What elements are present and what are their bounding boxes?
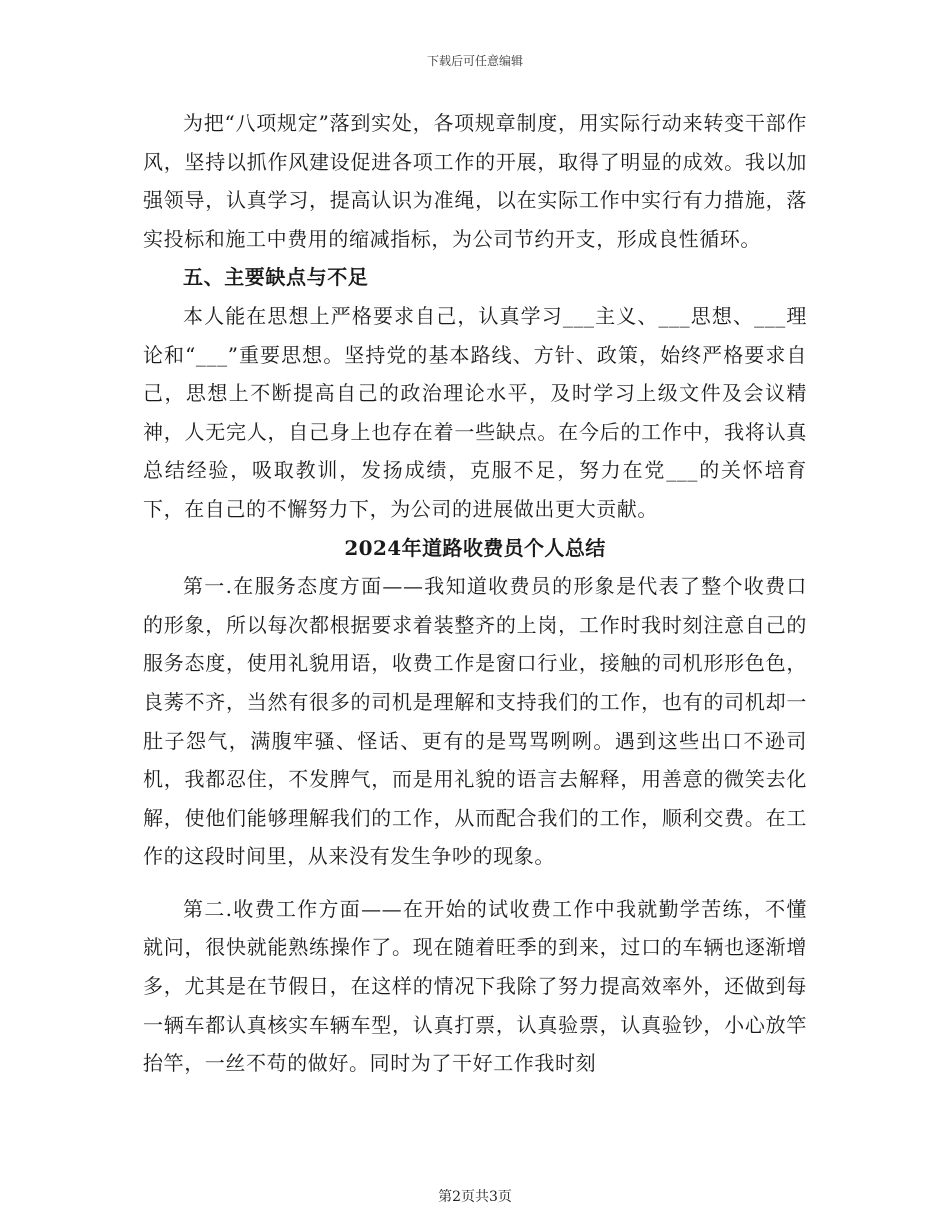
editable-note: 下载后可任意编辑	[426, 54, 523, 68]
document-title: 2024年道路收费员个人总结	[344, 535, 606, 560]
paragraph-service-attitude: 第一.在服务态度方面——我知道收费员的形象是代表了整个收费口的形象，所以每次都根据要求着装整齐的上岗，工作时我时刻注意自己的服务态度，使用礼貌用语，收费工作是窗口行业，接触的司机形形色色，良莠不齐，当然有很多的司机是理解和支持我们的工作，也有的司机却一肚子怨气，满腹牢骚、怪话、更有的是骂骂咧咧。遇到这些出口不逊司机，我都忍住，不发脾气，而是用礼貌的语言去解释，用善意的微笑去化解，使他们能够理解我们的工作，从而配合我们的工作，顺利交费。在工作的这段时间里，从来没有发生争吵的现象。	[143, 574, 807, 869]
paragraph-shortcomings: 本人能在思想上严格要求自己，认真学习___主义、___思想、___理论和“___”重要思想。坚持党的基本路线、方针、政策，始终严格要求自己，思想上不断提高自己的政治理论水平，及时学习上级文件及会议精神，人无完人，自己身上也存在着一些缺点。在今后的工作中，我将认真总结经验，吸取教训，发扬成绩，克服不足，努力在党___的关怀培育下，在自己的不懈努力下，为公司的进展做出更大贡献。	[143, 303, 807, 521]
paragraph-spacer	[143, 876, 807, 890]
paragraph-intro: 为把“八项规定”落到实处，各项规章制度，用实际行动来转变干部作风，坚持以抓作风建设促进各项工作的开展，取得了明显的成效。我以加强领导，认真学习，提高认识为准绳，以在实际工作中实行有力措施，落实投标和施工中费用的缩减指标，为公司节约开支，形成良性循环。	[143, 111, 807, 251]
paragraph-toll-work: 第二.收费工作方面——在开始的试收费工作中我就勤学苦练，不懂就问，很快就能熟练操作了。现在随着旺季的到来，过口的车辆也逐渐增多，尤其是在节假日，在这样的情况下我除了努力提高效率外，还做到每一辆车都认真核实车辆车型，认真打票，认真验票，认真验钞，小心放竿抬竿，一丝不苟的做好。同时为了干好工作我时刻	[143, 896, 807, 1076]
document-body	[143, 104, 807, 1083]
page-indicator: 第2页共3页	[438, 1189, 512, 1205]
section-heading: 五、主要缺点与不足	[183, 265, 369, 290]
